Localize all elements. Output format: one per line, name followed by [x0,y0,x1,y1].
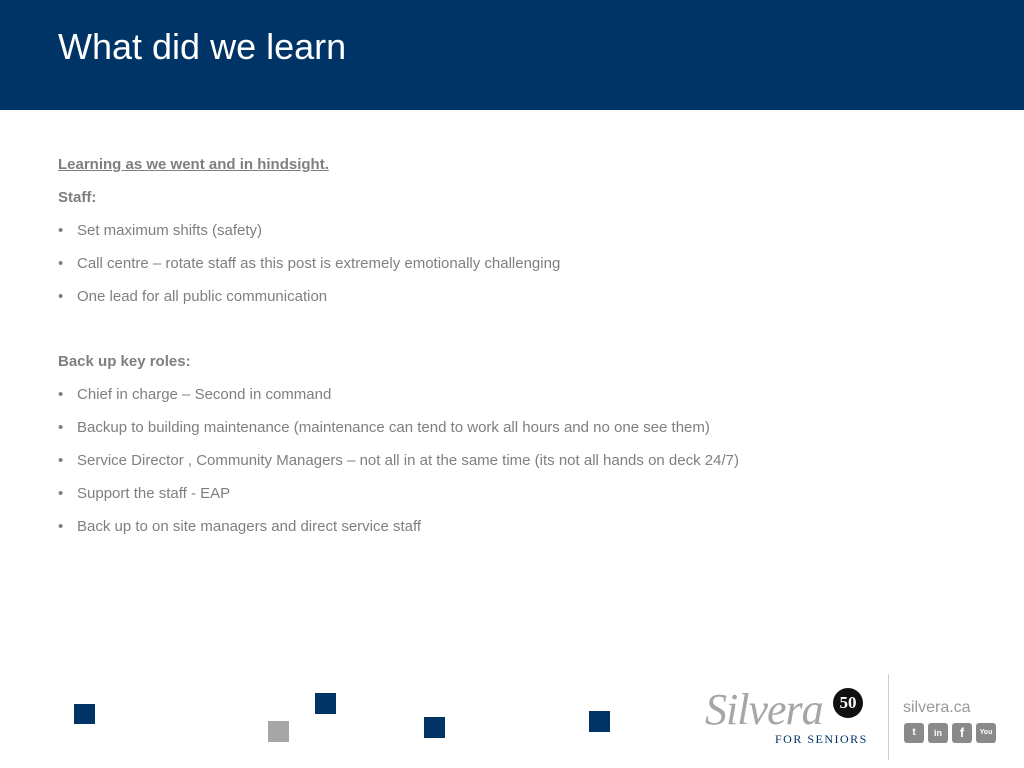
backup-heading: Back up key roles: [58,353,191,370]
intro-heading: Learning as we went and in hindsight. [58,156,329,173]
staff-heading: Staff: [58,189,97,206]
decor-square-navy [74,704,95,724]
facebook-icon[interactable]: f [952,723,972,743]
bullet-icon: • [58,485,64,502]
bullet-icon: • [58,386,64,403]
twitter-icon[interactable]: t [904,723,924,743]
anniversary-badge: 50 [833,688,863,718]
title-bar [0,0,1024,110]
decor-square-gray [268,721,289,742]
logo-tagline: FOR SENIORS [775,732,868,746]
bullet-icon: • [58,222,64,239]
youtube-icon[interactable]: You [976,723,996,743]
bullet-icon: • [58,518,64,535]
decor-square-navy [424,717,445,738]
linkedin-icon[interactable]: in [928,723,948,743]
slide-title: What did we learn [58,26,347,67]
bullet-icon: • [58,452,64,469]
silvera-logo: Silvera [705,685,823,734]
bullet-icon: • [58,288,64,305]
bullet-icon: • [58,419,64,436]
footer-divider [888,674,889,760]
decor-square-navy [315,693,336,714]
decor-square-navy [589,711,610,732]
bullet-icon: • [58,255,64,272]
website-link[interactable]: silvera.ca [903,699,971,716]
